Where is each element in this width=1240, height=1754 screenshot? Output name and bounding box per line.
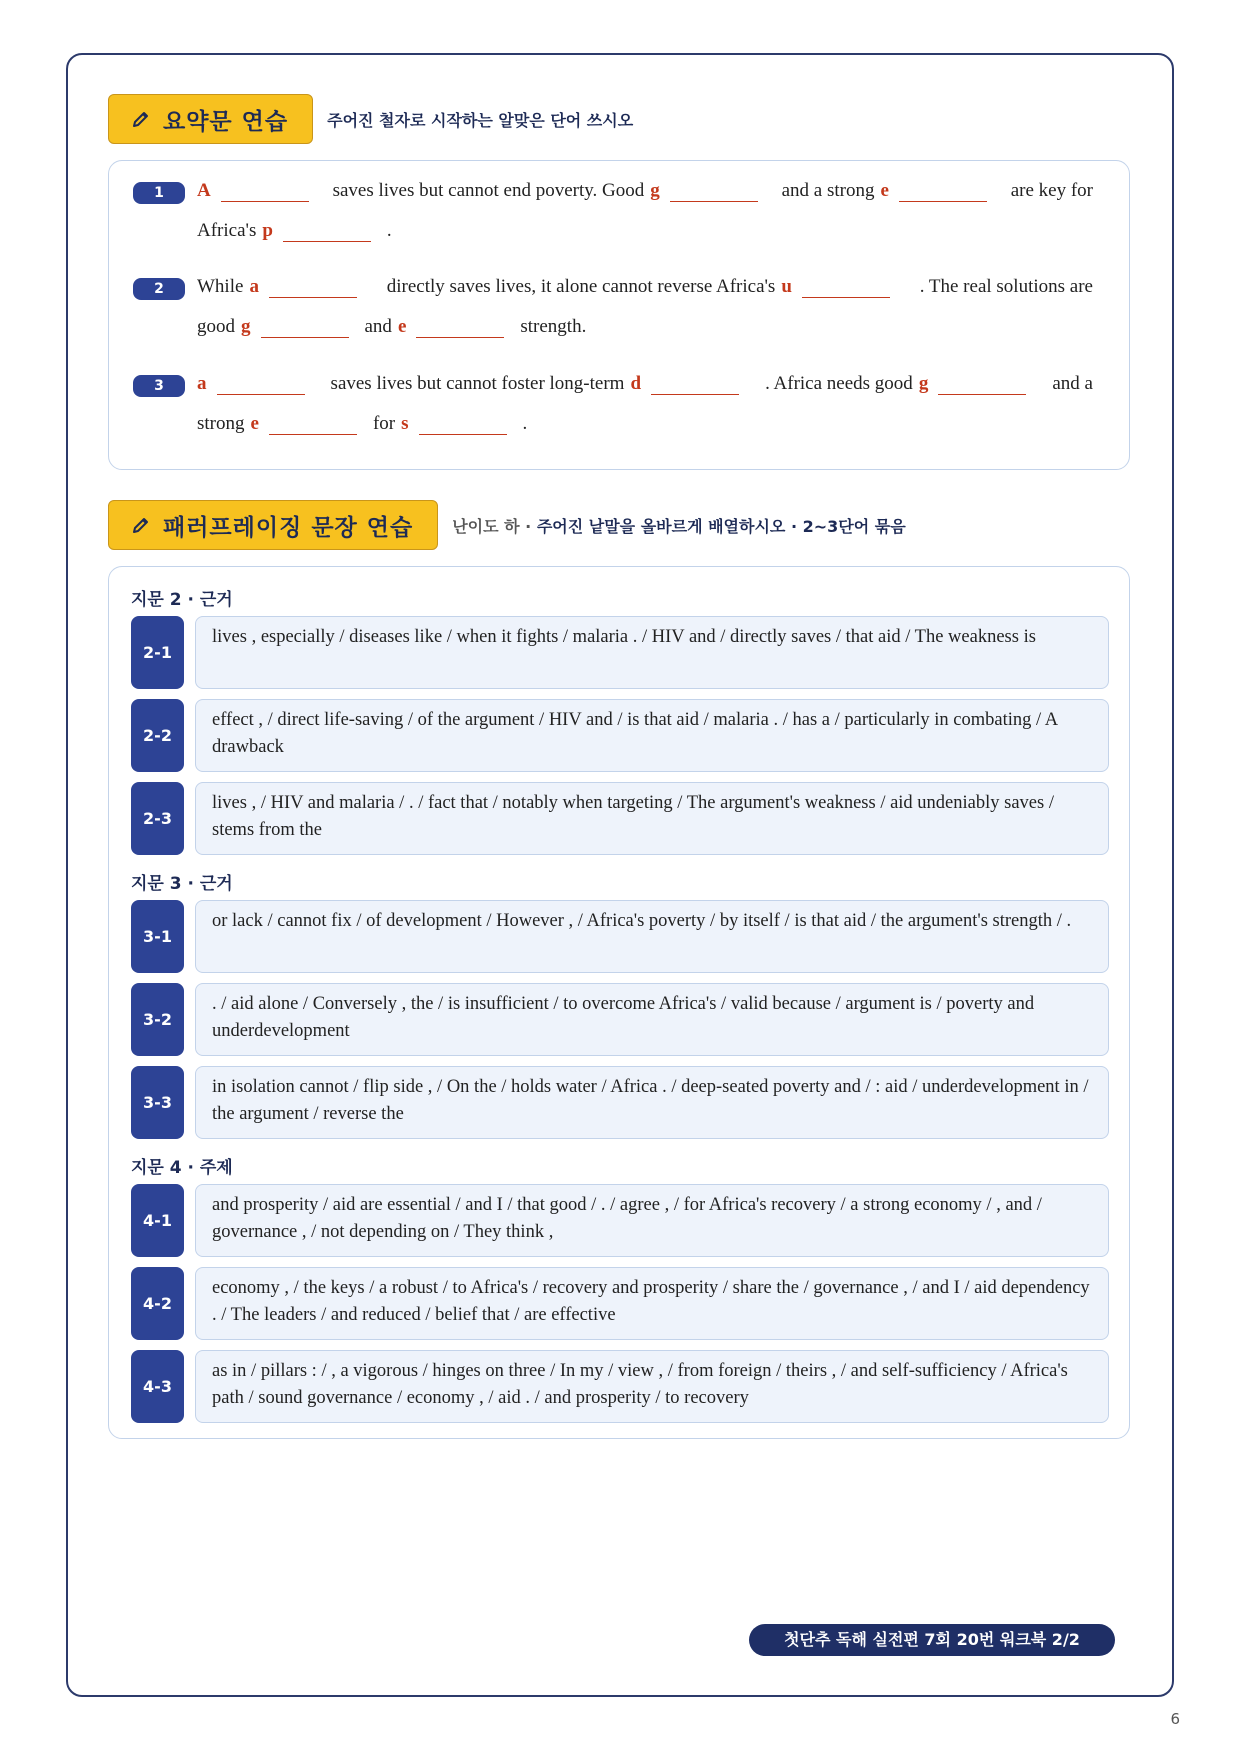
paraphrase-title: 패러프레이징 문장 연습	[163, 514, 414, 541]
item-number: 3-2	[131, 983, 184, 1056]
group-title: 지문 4 · 주제	[131, 1158, 233, 1178]
initial-letter: s	[401, 413, 409, 434]
word-chunks: or lack / cannot fix / of development / However , / Africa's poverty / by itself / is that aid / the argument's strength / .	[195, 900, 1109, 973]
answer-blank[interactable]	[261, 312, 349, 338]
summary-line	[197, 176, 1093, 202]
item-number: 2	[133, 278, 185, 300]
sentence-text: good	[197, 316, 235, 337]
initial-letter: e	[880, 180, 889, 201]
paraphrase-item	[131, 782, 1109, 855]
answer-blank[interactable]	[269, 409, 357, 435]
group-title: 지문 3 · 근거	[131, 874, 233, 894]
summary-card	[108, 160, 1130, 470]
item-number: 2-2	[131, 699, 184, 772]
answer-blank[interactable]	[802, 272, 890, 298]
initial-letter: d	[630, 373, 642, 394]
item-number: 4-3	[131, 1350, 184, 1423]
footer-label: 첫단추 독해 실전편 7회 20번 워크북 2/2	[749, 1624, 1115, 1656]
pencil-icon	[131, 515, 151, 535]
summary-line	[197, 369, 1093, 395]
word-chunks: and prosperity / aid are essential / and I / that good / . / agree , / for Africa's recovery / a strong economy / , and / governance , / not depending on / They think ,	[195, 1184, 1109, 1257]
sentence-text: .	[522, 413, 528, 434]
paraphrase-item	[131, 1184, 1109, 1257]
word-chunks: economy , / the keys / a robust / to Africa's / recovery and prosperity / share the / governance , / and I / aid dependency . / The leaders / and reduced / belief that / are effective	[195, 1267, 1109, 1340]
sentence-text: directly saves lives, it alone cannot reverse Africa's	[386, 276, 776, 297]
group-title: 지문 2 · 근거	[131, 590, 233, 610]
paraphrase-item	[131, 699, 1109, 772]
answer-blank[interactable]	[899, 176, 987, 202]
initial-letter: p	[262, 220, 273, 241]
answer-blank[interactable]	[419, 409, 507, 435]
answer-blank[interactable]	[217, 369, 305, 395]
sentence-text: strength.	[520, 316, 587, 337]
word-chunks: in isolation cannot / flip side , / On the / holds water / Africa . / deep-seated poverty and / : aid / underdevelopment in / the argument / reverse the	[195, 1066, 1109, 1139]
paraphrase-item	[131, 1066, 1109, 1139]
word-chunks: lives , / HIV and malaria / . / fact that / notably when targeting / The argument's weakness / aid undeniably saves / stems from the	[195, 782, 1109, 855]
initial-letter: e	[397, 316, 407, 337]
item-number: 3-3	[131, 1066, 184, 1139]
initial-letter: g	[918, 373, 929, 394]
summary-header	[108, 94, 633, 144]
word-chunks: effect , / direct life-saving / of the argument / HIV and / is that aid / malaria . / has a / particularly in combating / A drawback	[195, 699, 1109, 772]
sentence-text: While	[197, 276, 244, 297]
answer-blank[interactable]	[938, 369, 1026, 395]
paraphrase-item	[131, 1267, 1109, 1340]
word-chunks: . / aid alone / Conversely , the / is insufficient / to overcome Africa's / valid because / argument is / poverty and underdevelopment	[195, 983, 1109, 1056]
sentence-text: strong	[197, 413, 245, 434]
paraphrase-item	[131, 616, 1109, 689]
answer-blank[interactable]	[269, 272, 357, 298]
sentence-text: and a	[1052, 373, 1093, 394]
sentence-text: . Africa needs good	[765, 373, 913, 394]
summary-line	[197, 409, 1093, 435]
sentence-text: and	[364, 316, 392, 337]
item-number: 2-3	[131, 782, 184, 855]
initial-letter: g	[241, 316, 251, 337]
sentence-text: .	[386, 220, 392, 241]
paraphrase-instruction	[452, 514, 905, 537]
item-number: 4-2	[131, 1267, 184, 1340]
summary-item	[133, 278, 1093, 368]
sentence-text: for	[372, 413, 396, 434]
item-number: 4-1	[131, 1184, 184, 1257]
answer-blank[interactable]	[651, 369, 739, 395]
item-number: 3-1	[131, 900, 184, 973]
item-number: 3	[133, 375, 185, 397]
summary-title-tab	[108, 94, 313, 144]
summary-line	[197, 312, 1093, 338]
item-number: 2-1	[131, 616, 184, 689]
initial-letter: A	[197, 180, 211, 201]
sentence-text: and a strong	[781, 180, 875, 201]
sentence-text: . The real solutions are	[919, 276, 1093, 297]
summary-line	[197, 272, 1093, 298]
answer-blank[interactable]	[283, 216, 371, 242]
answer-blank[interactable]	[670, 176, 758, 202]
summary-title: 요약문 연습	[163, 108, 289, 135]
word-chunks: lives , especially / diseases like / when it fights / malaria . / HIV and / directly saves / that aid / The weakness is	[195, 616, 1109, 689]
initial-letter: u	[781, 276, 792, 297]
initial-letter: a	[249, 276, 259, 297]
paraphrase-header	[108, 500, 906, 550]
paraphrase-title-tab	[108, 500, 438, 550]
answer-blank[interactable]	[221, 176, 309, 202]
sentence-text: saves lives but cannot end poverty. Good	[332, 180, 645, 201]
summary-item	[133, 182, 1093, 272]
sentence-text: saves lives but cannot foster long-term	[330, 373, 625, 394]
instruction-text: 주어진 낱말을 올바르게 배열하시오 · 2~3단어 묶음	[536, 516, 906, 536]
item-number: 1	[133, 182, 185, 204]
initial-letter: g	[650, 180, 660, 201]
pencil-icon	[131, 109, 151, 129]
summary-line	[197, 216, 1093, 242]
sentence-text: are key for	[1010, 180, 1093, 201]
difficulty-label: 난이도 하 ·	[452, 516, 532, 536]
page-number: 6	[1170, 1710, 1180, 1728]
answer-blank[interactable]	[416, 312, 504, 338]
sentence-text: Africa's	[197, 220, 257, 241]
word-chunks: as in / pillars : / , a vigorous / hinges on three / In my / view , / from foreign / theirs , / and self-sufficiency / Africa's path / sound governance / economy , / aid . / and prosperity / to recovery	[195, 1350, 1109, 1423]
initial-letter: a	[197, 373, 207, 394]
summary-item	[133, 375, 1093, 465]
paraphrase-item	[131, 1350, 1109, 1423]
summary-instruction: 주어진 철자로 시작하는 알맞은 단어 쓰시오	[327, 110, 634, 130]
paraphrase-card	[108, 566, 1130, 1439]
paraphrase-item	[131, 983, 1109, 1056]
paraphrase-item	[131, 900, 1109, 973]
initial-letter: e	[250, 413, 259, 434]
